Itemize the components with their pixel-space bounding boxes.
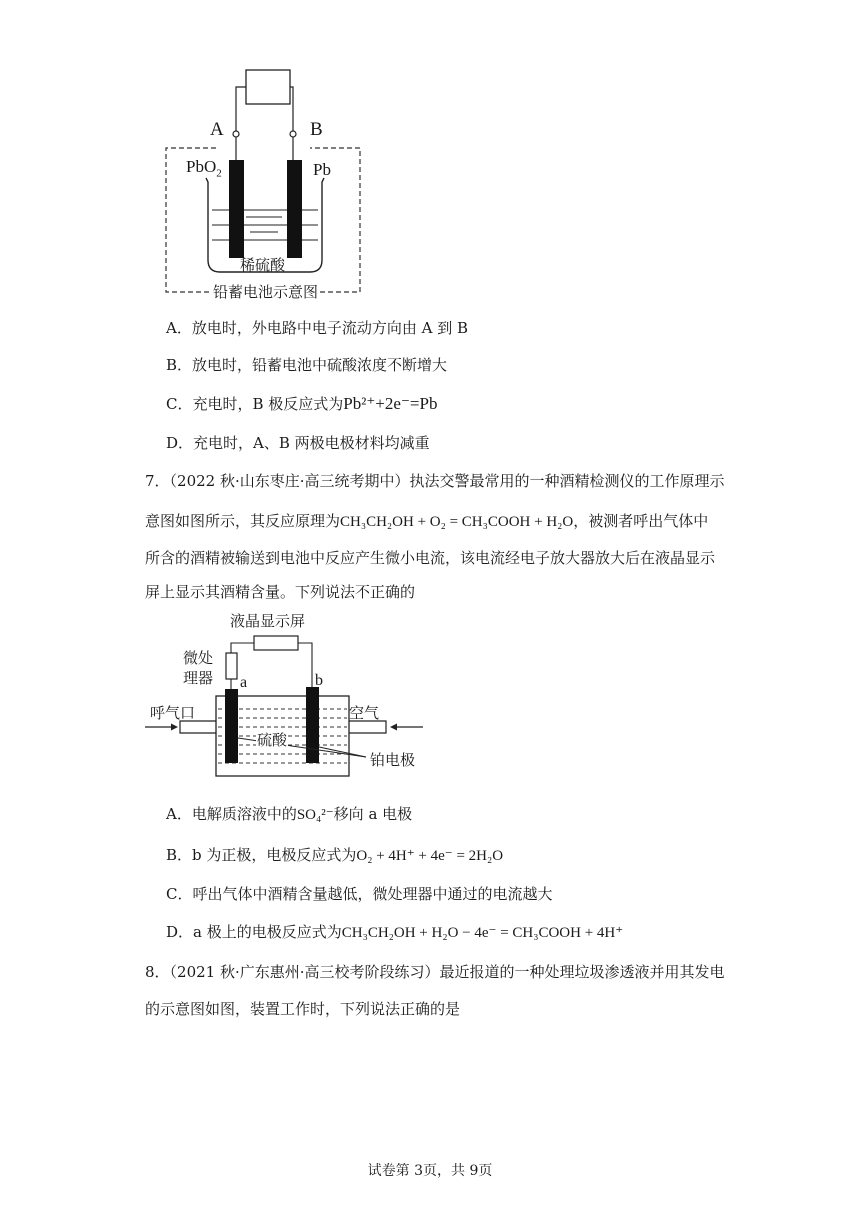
q7-option-d: D．a 极上的电极反应式为CH₃CH₂OH + H₂O − 4e⁻ = CH₃COOH + 4H⁺	[166, 923, 624, 941]
electrode-a-label: a	[240, 674, 248, 691]
q7-option-b: B．b 为正极，电极反应式为O₂ + 4H⁺ + 4e⁻ = 2H₂O	[166, 846, 504, 864]
q6-option-a: A．放电时，外电路中电子流动方向由 A 到 B	[166, 319, 468, 337]
q6-option-b: B．放电时，铅蓄电池中硫酸浓度不断增大	[166, 356, 448, 374]
platinum-electrode-label: 铂电极	[370, 751, 416, 769]
breath-inlet-label: 呼气口	[150, 704, 196, 722]
sulfuric-acid-label: 硫酸	[257, 731, 288, 749]
figure1-caption: 铅蓄电池示意图	[213, 283, 319, 301]
page-footer: 试卷第 3页，共 9页	[367, 1163, 493, 1179]
lcd-display-label: 液晶显示屏	[230, 612, 306, 630]
pb-electrode-label: Pb	[313, 160, 331, 179]
q7-option-c: C．呼出气体中酒精含量越低，微处理器中通过的电流越大	[166, 885, 553, 903]
q6-option-c: C．充电时，B 极反应式为Pb²⁺+2e⁻=Pb	[166, 394, 438, 413]
microprocessor-label: 微处 理器	[183, 649, 214, 687]
q7-option-d-equation: CH₃CH₂OH + H₂O − 4e⁻ = CH₃COOH + 4H⁺	[341, 925, 624, 941]
q7-option-a: A．电解质溶液中的SO₄²⁻移向 a 电极	[166, 805, 413, 823]
dilute-sulfuric-acid-label: 稀硫酸	[240, 256, 286, 274]
q6-option-c-equation: Pb²⁺+2e⁻=Pb	[343, 394, 438, 413]
terminal-a-label: A	[210, 119, 224, 140]
q7-stem-line2: 意图如图所示，其反应原理为CH₃CH₂OH + O₂ = CH₃COOH + H₂O，被测者呼出气体中	[145, 512, 709, 530]
terminal-b-label: B	[310, 119, 323, 140]
sulfate-ion-formula: SO₄²⁻	[296, 807, 334, 823]
q8-stem-line2: 的示意图如图，装置工作时，下列说法正确的是	[145, 1000, 461, 1018]
pbo2-electrode-label: PbO$_2$	[186, 157, 222, 180]
q7-option-b-equation: O₂ + 4H⁺ + 4e⁻ = 2H₂O	[356, 848, 504, 864]
air-inlet-label: 空气	[349, 704, 380, 722]
q8-stem-line1: 8．（2021 秋·广东惠州·高三校考阶段练习）最近报道的一种处理垃圾渗透液并用其发电	[145, 963, 725, 981]
electrode-b-label: b	[315, 672, 323, 689]
q7-stem-line1: 7．（2022 秋·山东枣庄·高三统考期中）执法交警最常用的一种酒精检测仪的工作原理示	[145, 472, 725, 490]
q6-option-d: D．充电时，A、B 两极电极材料均减重	[166, 434, 430, 452]
q7-stem-line4: 屏上显示其酒精含量。下列说法不正确的	[145, 583, 416, 601]
q7-reaction-equation: CH₃CH₂OH + O₂ = CH₃COOH + H₂O	[340, 514, 574, 530]
q7-stem-line3: 所含的酒精被输送到电池中反应产生微小电流，该电流经电子放大器放大后在液晶显示	[145, 549, 716, 567]
